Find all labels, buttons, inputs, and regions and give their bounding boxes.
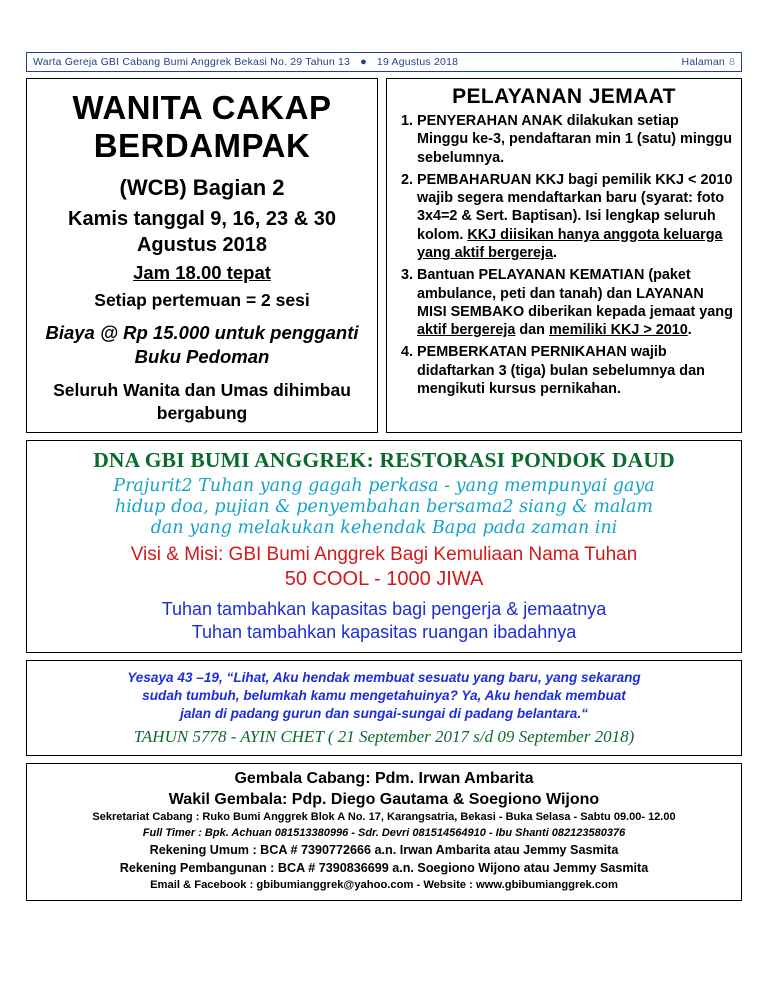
dna-body-line3: dan yang melakukan kehendak Bapa pada zaman ini (150, 517, 618, 538)
dna-panel (26, 440, 742, 653)
hebrew-year-label: TAHUN 5778 - AYIN CHET ( 21 September 2017 s/d 09 September 2018) (133, 726, 635, 746)
dna-prayer-line1: Tuhan tambahkan kapasitas bagi pengerja & jemaatnya (161, 599, 607, 620)
service-text: . (687, 322, 692, 339)
bank-account-building: Rekening Pembangunan : BCA # 7390836699 a.n. Soegiono Wijono atau Jemmy Sasmita (119, 861, 649, 876)
verse-line2: sudah tumbuh, belumkah kamu mengetahuinya? Ya, Aku hendak membuat (142, 687, 626, 703)
service-text: PENYERAHAN ANAK dilakukan setiap Minggu ke-3, pendaftaran min 1 (satu) minggu sebelumnya. (417, 113, 733, 166)
service-text: PEMBAHARUAN KKJ bagi pemilik KKJ < 2010 wajib segera mendaftarkan baru (syarat: foto 3x4=2 & Sert. Baptisan). Isi lengkap seluruh kolom. (417, 171, 733, 243)
top-section (26, 78, 742, 433)
verse-line3: jalan di padang gurun dan sungai-sungai di padang belantara.“ (180, 705, 588, 721)
separator-dot-icon: ● (360, 55, 367, 68)
service-text: dan (515, 322, 549, 339)
service-panel-title: PELAYANAN JEMAAT (452, 85, 676, 108)
dna-title: DNA GBI BUMI ANGGREK: RESTORASI PONDOK DAUD (93, 448, 675, 473)
dna-vision: Visi & Misi: GBI Bumi Anggrek Bagi Kemuliaan Nama Tuhan (130, 544, 638, 566)
bulletin-date: 19 Agustus 2018 (376, 56, 459, 68)
header-right-group (682, 56, 735, 68)
dna-vision-goal: 50 COOL - 1000 JIWA (284, 568, 484, 591)
dna-body-line1: Prajurit2 Tuhan yang gagah perkasa - yang mempunyai gaya (113, 476, 655, 497)
service-text: PEMBERKATAN PERNIKAHAN wajib didaftarkan 3 (tiga) bulan sebelumnya dan mengikuti kursus pernikahan. (417, 344, 705, 397)
bulletin-issue-text: Warta Gereja GBI Cabang Bumi Anggrek Bekasi No. 29 Tahun 13 (33, 56, 351, 68)
verse-text (37, 669, 731, 723)
dna-prayer-line2: Tuhan tambahkan kapasitas ruangan ibadahnya (191, 621, 577, 642)
announcement-panel (26, 78, 378, 433)
bank-account-general: Rekening Umum : BCA # 7390772666 a.n. Irwan Ambarita atau Jemmy Sasmita (149, 843, 619, 858)
announcement-schedule: Kamis tanggal 9, 16, 23 & 30 Agustus 2018 (68, 207, 336, 256)
header-left-group (33, 56, 458, 68)
fulltimer-contacts: Full Timer : Bpk. Achuan 081513380996 - Sdr. Devri 081514564910 - Ibu Shanti 082123580376 (142, 827, 626, 840)
announcement-sessions: Setiap pertemuan = 2 sesi (94, 289, 310, 310)
dna-body-line2: hidup doa, pujian & penyembahan bersama2 siang & malam (114, 496, 654, 517)
service-text-emphasis: aktif bergereja (417, 322, 516, 339)
service-list-item (417, 112, 733, 167)
announcement-title-line1: WANITA CAKAP (72, 89, 332, 126)
service-text-emphasis: KKJ diisikan hanya anggota keluarga yang aktif bergereja (417, 226, 723, 261)
service-text-emphasis: memiliki KKJ > 2010 (548, 322, 688, 339)
dna-body (35, 476, 733, 538)
announcement-title-line2: BERDAMPAK (93, 126, 311, 164)
dna-prayer (35, 598, 733, 643)
announcement-invite: Seluruh Wanita dan Umas dihimbau bergabung (53, 379, 351, 423)
announcement-time: Jam 18.00 tepat (133, 261, 271, 283)
service-text: Bantuan PELAYANAN KEMATIAN (paket ambulance, peti dan tanah) dan LAYANAN MISI SEMBAKO diberikan kepada jemaat yang (417, 267, 733, 320)
service-list-item (417, 171, 733, 262)
pastor-name: Gembala Cabang: Pdm. Irwan Ambarita (234, 769, 534, 787)
footer-panel (26, 763, 742, 901)
announcement-subtitle: (WCB) Bagian 2 (119, 175, 285, 201)
verse-line1: Yesaya 43 –19, “Lihat, Aku hendak membuat sesuatu yang baru, yang sekarang (127, 670, 641, 686)
service-text: . (552, 244, 557, 261)
service-list-item (417, 343, 733, 398)
page-header-bar (26, 52, 742, 72)
service-list (395, 112, 733, 398)
announcement-fee: Biaya @ Rp 15.000 untuk pengganti Buku Pedoman (45, 321, 359, 367)
contact-email-website: Email & Facebook : gbibumianggrek@yahoo.com - Website : www.gbibumianggrek.com (150, 879, 618, 892)
page-label: Halaman (681, 56, 725, 68)
verse-panel (26, 660, 742, 756)
service-list-item (417, 266, 733, 339)
page-number: 8 (728, 56, 735, 68)
service-panel (386, 78, 742, 433)
secretariat-address: Sekretariat Cabang : Ruko Bumi Anggrek Blok A No. 17, Karangsatria, Bekasi - Buka Selasa - Sabtu 09.00- 12.00 (92, 811, 676, 824)
assistant-pastor-name: Wakil Gembala: Pdp. Diego Gautama & Soegiono Wijono (168, 790, 600, 808)
announcement-title (35, 89, 369, 164)
